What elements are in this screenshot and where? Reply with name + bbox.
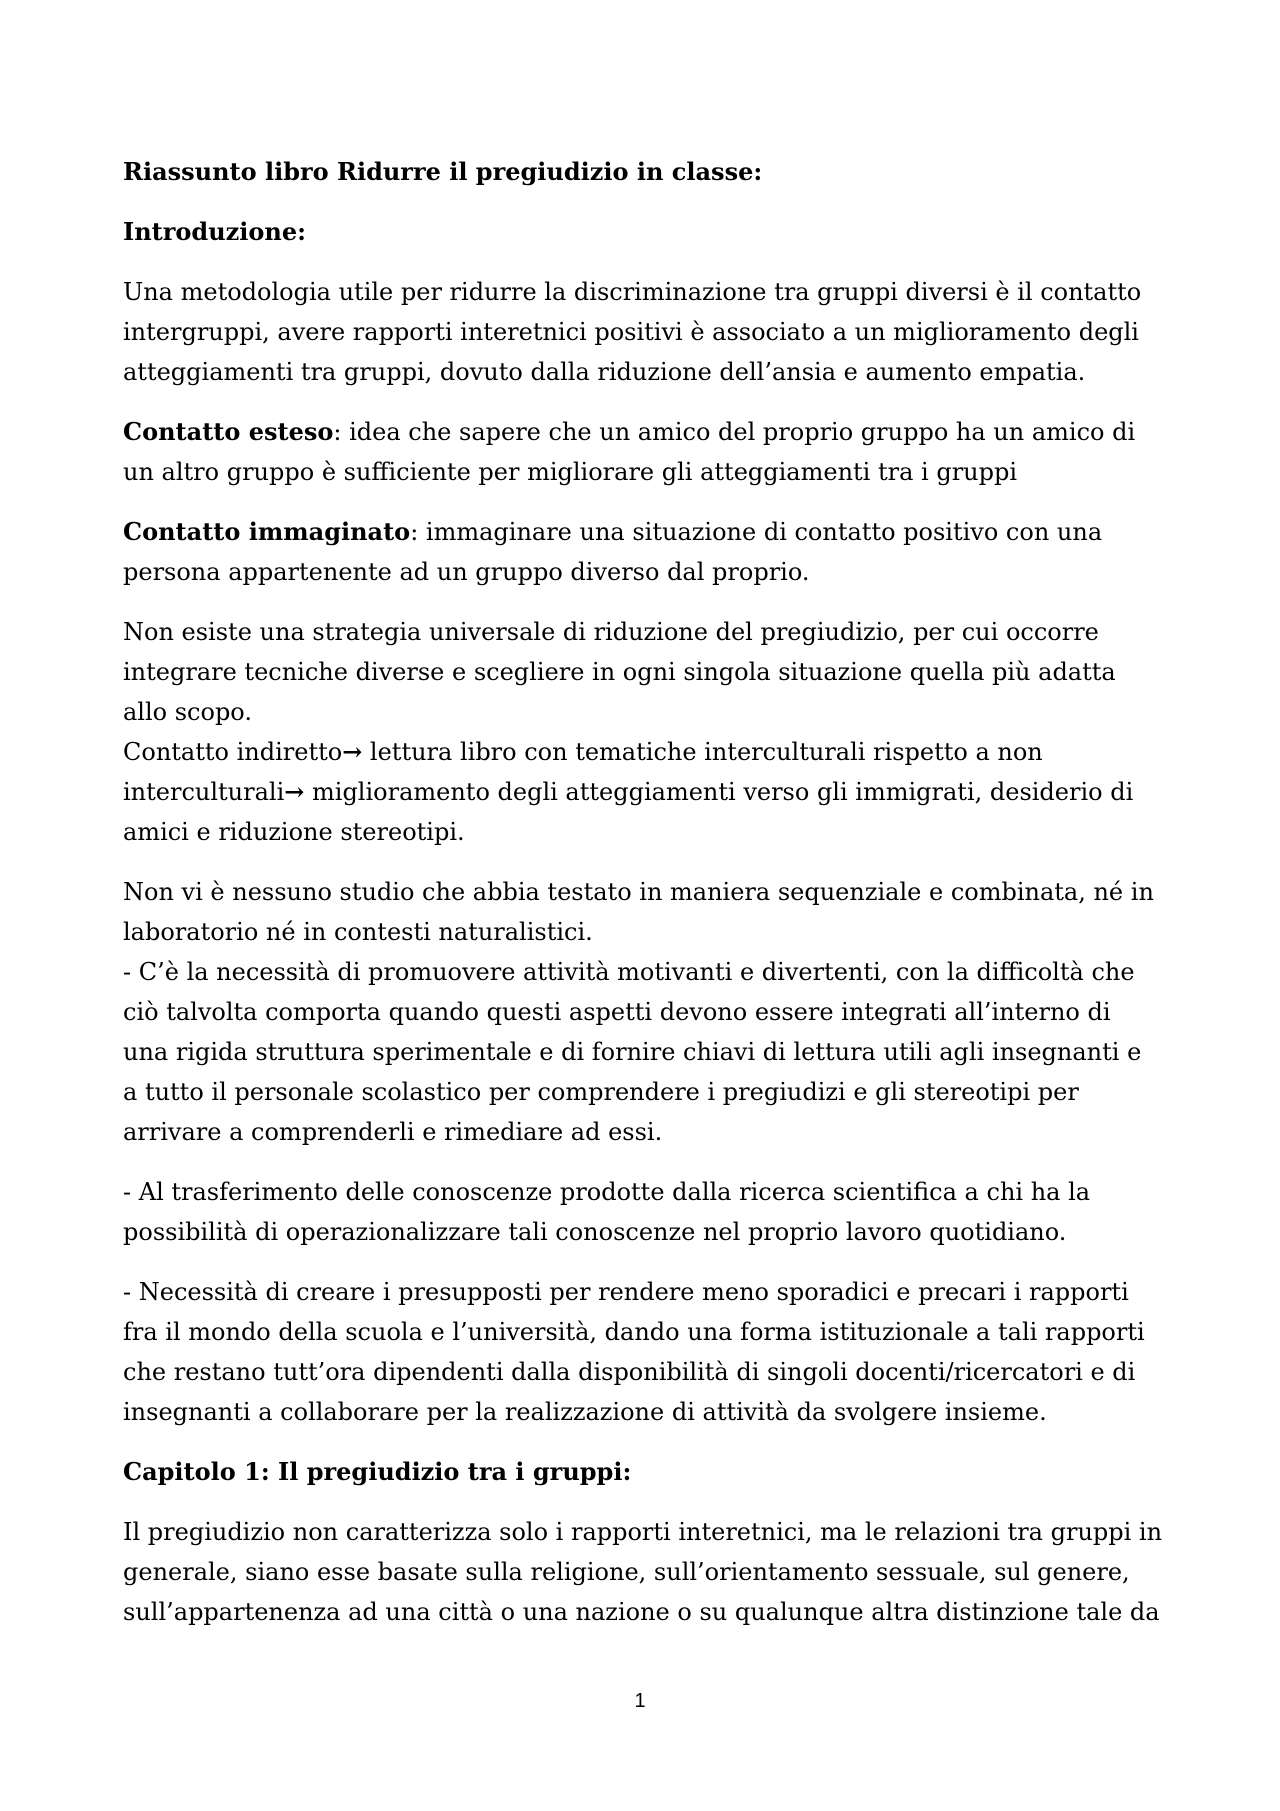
- arrow-right-icon: →: [284, 777, 305, 806]
- contatto-indiretto-text: lettura libro con tematiche interculturali rispetto a non interculturali: [123, 738, 1043, 806]
- contatto-indiretto-result: miglioramento degli atteggiamenti verso gli immigrati, desiderio di amici e riduzione stereotipi.: [123, 778, 1134, 846]
- contatto-immaginato-paragraph: [123, 512, 1163, 592]
- contatto-immaginato-term: Contatto immaginato: [123, 517, 411, 546]
- trasferimento-paragraph: - Al trasferimento delle conoscenze prodotte dalla ricerca scientifica a chi ha la possibilità di operazionalizzare tali conoscenze nel proprio lavoro quotidiano.: [123, 1178, 1091, 1246]
- contatto-esteso-term: Contatto esteso: [123, 417, 334, 446]
- document-page: [123, 152, 1163, 1652]
- studio-paragraph: Non vi è nessuno studio che abbia testato in maniera sequenziale e combinata, né in laboratorio né in contesti naturalistici.: [123, 878, 1154, 946]
- strategia-paragraph: Non esiste una strategia universale di riduzione del pregiudizio, per cui occorre integrare tecniche diverse e scegliere in ogni singola situazione quella più adatta allo scopo.: [123, 618, 1116, 726]
- contatto-indiretto-term: Contatto indiretto: [123, 738, 343, 766]
- chapter1-paragraph: Il pregiudizio non caratterizza solo i rapporti interetnici, ma le relazioni tra gruppi in generale, siano esse basate sulla religione, sull’orientamento sessuale, sul genere, sull’appartenenza ad una città o una nazione o su qualunque altra distinzione tale da: [123, 1518, 1163, 1626]
- document-title: Riassunto libro Ridurre il pregiudizio in classe:: [123, 157, 763, 186]
- contatto-esteso-text: : idea che sapere che un amico del proprio gruppo ha un amico di un altro gruppo è sufficiente per migliorare gli atteggiamenti tra i gruppi: [123, 418, 1136, 486]
- intro-heading: Introduzione:: [123, 217, 306, 246]
- contatto-esteso-paragraph: [123, 412, 1163, 492]
- necessita-paragraph: - C’è la necessità di promuovere attività motivanti e divertenti, con la difficoltà che ciò talvolta comporta quando questi aspetti devono essere integrati all’interno di una rigida struttura sperimentale e di fornire chiavi di lettura utili agli insegnanti e a tutto il personale scolastico per comprendere i pregiudizi e gli stereotipi per arrivare a comprenderli e rimediare ad essi.: [123, 958, 1142, 1146]
- chapter1-heading: Capitolo 1: Il pregiudizio tra i gruppi:: [123, 1457, 632, 1486]
- page-number: 1: [634, 1690, 646, 1712]
- contatto-immaginato-text: : immaginare una situazione di contatto positivo con una persona appartenente ad un gruppo diverso dal proprio.: [123, 518, 1103, 586]
- contatto-indiretto-paragraph: [123, 732, 1163, 852]
- intro-paragraph: Una metodologia utile per ridurre la discriminazione tra gruppi diversi è il contatto intergruppi, avere rapporti interetnici positivi è associato a un miglioramento degli atteggiamenti tra gruppi, dovuto dalla riduzione dell’ansia e aumento empatia.: [123, 278, 1142, 386]
- arrow-right-icon: →: [342, 737, 363, 766]
- necessita-presupposti-paragraph: - Necessità di creare i presupposti per rendere meno sporadici e precari i rapporti fra il mondo della scuola e l’università, dando una forma istituzionale a tali rapporti che restano tutt’ora dipendenti dalla disponibilità di singoli docenti/ricercatori e di insegnanti a collaborare per la realizzazione di attività da svolgere insieme.: [123, 1278, 1145, 1426]
